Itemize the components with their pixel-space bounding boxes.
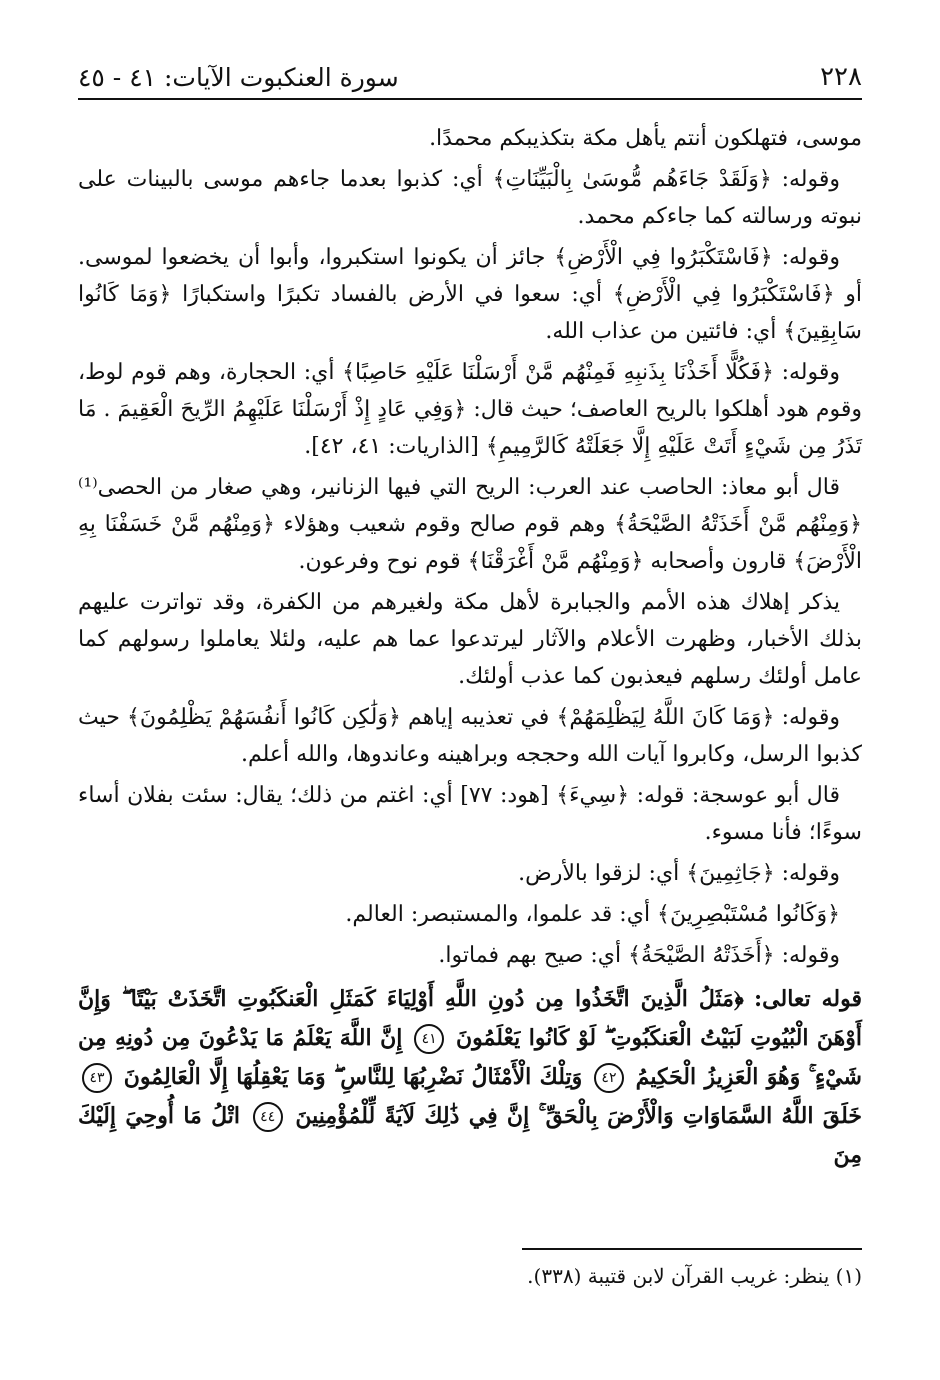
paragraph: وقوله: ﴿فَكُلًّا أَخَذْنَا بِذَنبِهِ فَمِنْهُم مَّنْ أَرْسَلْنَا عَلَيْهِ حَاصِبًا﴾ أي: الحجارة، وهم قوم لوط، وقوم هود أهلكوا بالريح العاصف؛ حيث قال: ﴿وَفِي عَادٍ إِذْ أَرْسَلْنَا عَلَيْهِمُ الرِّيحَ الْعَقِيمَ . مَا تَذَرُ مِن شَيْءٍ أَتَتْ عَلَيْهِ إِلَّا جَعَلَتْهُ كَالرَّمِيمِ﴾ [الذاريات: ٤١، ٤٢].	[78, 360, 862, 459]
paragraph: يذكر إهلاك هذه الأمم والجبابرة لأهل مكة ولغيرهم من الكفرة، وقد تواترت عليهم بذلك الأخبار، وظهرت الأعلام والآثار ليرتدعوا عما هم عليه، ولئلا يعاملوا رسولهم كما عامل أولئك رسلهم فيعذبون كما عذب أولئك.	[78, 590, 862, 689]
page-number: ٢٢٨	[820, 62, 862, 92]
ayah-number-marker: ٤٢	[594, 1063, 624, 1093]
verse-intro: قوله تعالى:	[754, 986, 862, 1012]
verse-text: خَلَقَ اللَّهُ السَّمَاوَاتِ وَالْأَرْضَ بِالْحَقِّ ۚ إِنَّ فِي ذَٰلِكَ لَآيَةً لِّلْمُؤْمِنِينَ	[295, 1103, 862, 1129]
ayah-number-marker: ٤٤	[253, 1102, 283, 1132]
ayah-number-marker: ٤١	[414, 1024, 444, 1054]
quran-verse-block	[78, 980, 862, 1175]
footnote-rule	[522, 1248, 862, 1250]
running-head	[78, 58, 862, 92]
paragraph: ﴿وَكَانُوا مُسْتَبْصِرِينَ﴾ أي: قد علموا، والمستبصر: العالم.	[345, 902, 840, 927]
commentary-text	[78, 120, 862, 974]
footnote: (١) ينظر: غريب القرآن لابن قتيبة (٣٣٨).	[527, 1264, 862, 1288]
paragraph: وقوله: ﴿فَاسْتَكْبَرُوا فِي الْأَرْضِ﴾ جائز أن يكونوا استكبروا، وأبوا أن يخضعوا لموسى. أو ﴿فَاسْتَكْبَرُوا فِي الْأَرْضِ﴾ أي: سعوا في الأرض بالفساد تكبرًا واستكبارًا ﴿وَمَا كَانُوا سَابِقِينَ﴾ أي: فائتين من عذاب الله.	[78, 245, 862, 344]
paragraph: قال أبو معاذ: الحاصب عند العرب: الريح التي فيها الزنانير، وهي صغار من الحصى⁽¹⁾ ﴿وَمِنْهُم مَّنْ أَخَذَتْهُ الصَّيْحَةُ﴾ وهم قوم صالح وقوم شعيب وهؤلاء ﴿وَمِنْهُم مَّنْ خَسَفْنَا بِهِ الْأَرْضَ﴾ قارون وأصحابه ﴿وَمِنْهُم مَّنْ أَغْرَقْنَا﴾ قوم نوح وفرعون.	[78, 475, 862, 574]
verse-text: اتْلُ مَا أُوحِيَ إِلَيْكَ مِنَ	[78, 1103, 862, 1168]
surah-heading: سورة العنكبوت الآيات: ٤١ - ٤٥	[78, 63, 399, 92]
paragraph: موسى، فتهلكون أنتم يأهل مكة بتكذيبكم محمدًا.	[429, 126, 862, 151]
paragraph: وقوله: ﴿وَلَقَدْ جَاءَهُم مُّوسَىٰ بِالْبَيِّنَاتِ﴾ أي: كذبوا بعدما جاءهم موسى بالبينات على نبوته ورسالته كما جاءكم محمد.	[78, 167, 862, 229]
paragraph: وقوله: ﴿وَمَا كَانَ اللَّهُ لِيَظْلِمَهُمْ﴾ في تعذيبه إياهم ﴿وَلَٰكِن كَانُوا أَنفُسَهُمْ يَظْلِمُونَ﴾ حيث كذبوا الرسل، وكابروا آيات الله وحججه وبراهينه وعاندوها، والله أعلم.	[78, 705, 862, 767]
header-rule	[78, 98, 862, 100]
paragraph: قال أبو عوسجة: قوله: ﴿سِيءَ﴾ [هود: ٧٧] أي: اغتم من ذلك؛ يقال: سئت بفلان أساء سوءًا؛ فأنا مسوء.	[78, 783, 862, 845]
paragraph: وقوله: ﴿جَاثِمِينَ﴾ أي: لزقوا بالأرض.	[518, 861, 840, 886]
verse-text: إِنَّ اللَّهَ يَعْلَمُ مَا يَدْعُونَ مِن دُونِهِ مِن شَيْءٍ ۚ وَهُوَ الْعَزِيزُ الْحَكِيمُ	[78, 1025, 862, 1090]
ayah-number-marker: ٤٣	[82, 1063, 112, 1093]
verse-text: وَتِلْكَ الْأَمْثَالُ نَضْرِبُهَا لِلنَّاسِ ۖ وَمَا يَعْقِلُهَا إِلَّا الْعَالِمُونَ	[123, 1064, 583, 1090]
verse-text: ﴿مَثَلُ الَّذِينَ اتَّخَذُوا مِن دُونِ اللَّهِ أَوْلِيَاءَ كَمَثَلِ الْعَنكَبُوتِ اتَّخَذَتْ بَيْتًا ۖ وَإِنَّ أَوْهَنَ الْبُيُوتِ لَبَيْتُ الْعَنكَبُوتِ ۖ لَوْ كَانُوا يَعْلَمُونَ	[78, 986, 862, 1051]
paragraph: وقوله: ﴿أَخَذَتْهُ الصَّيْحَةُ﴾ أي: صيح بهم فماتوا.	[438, 943, 840, 968]
